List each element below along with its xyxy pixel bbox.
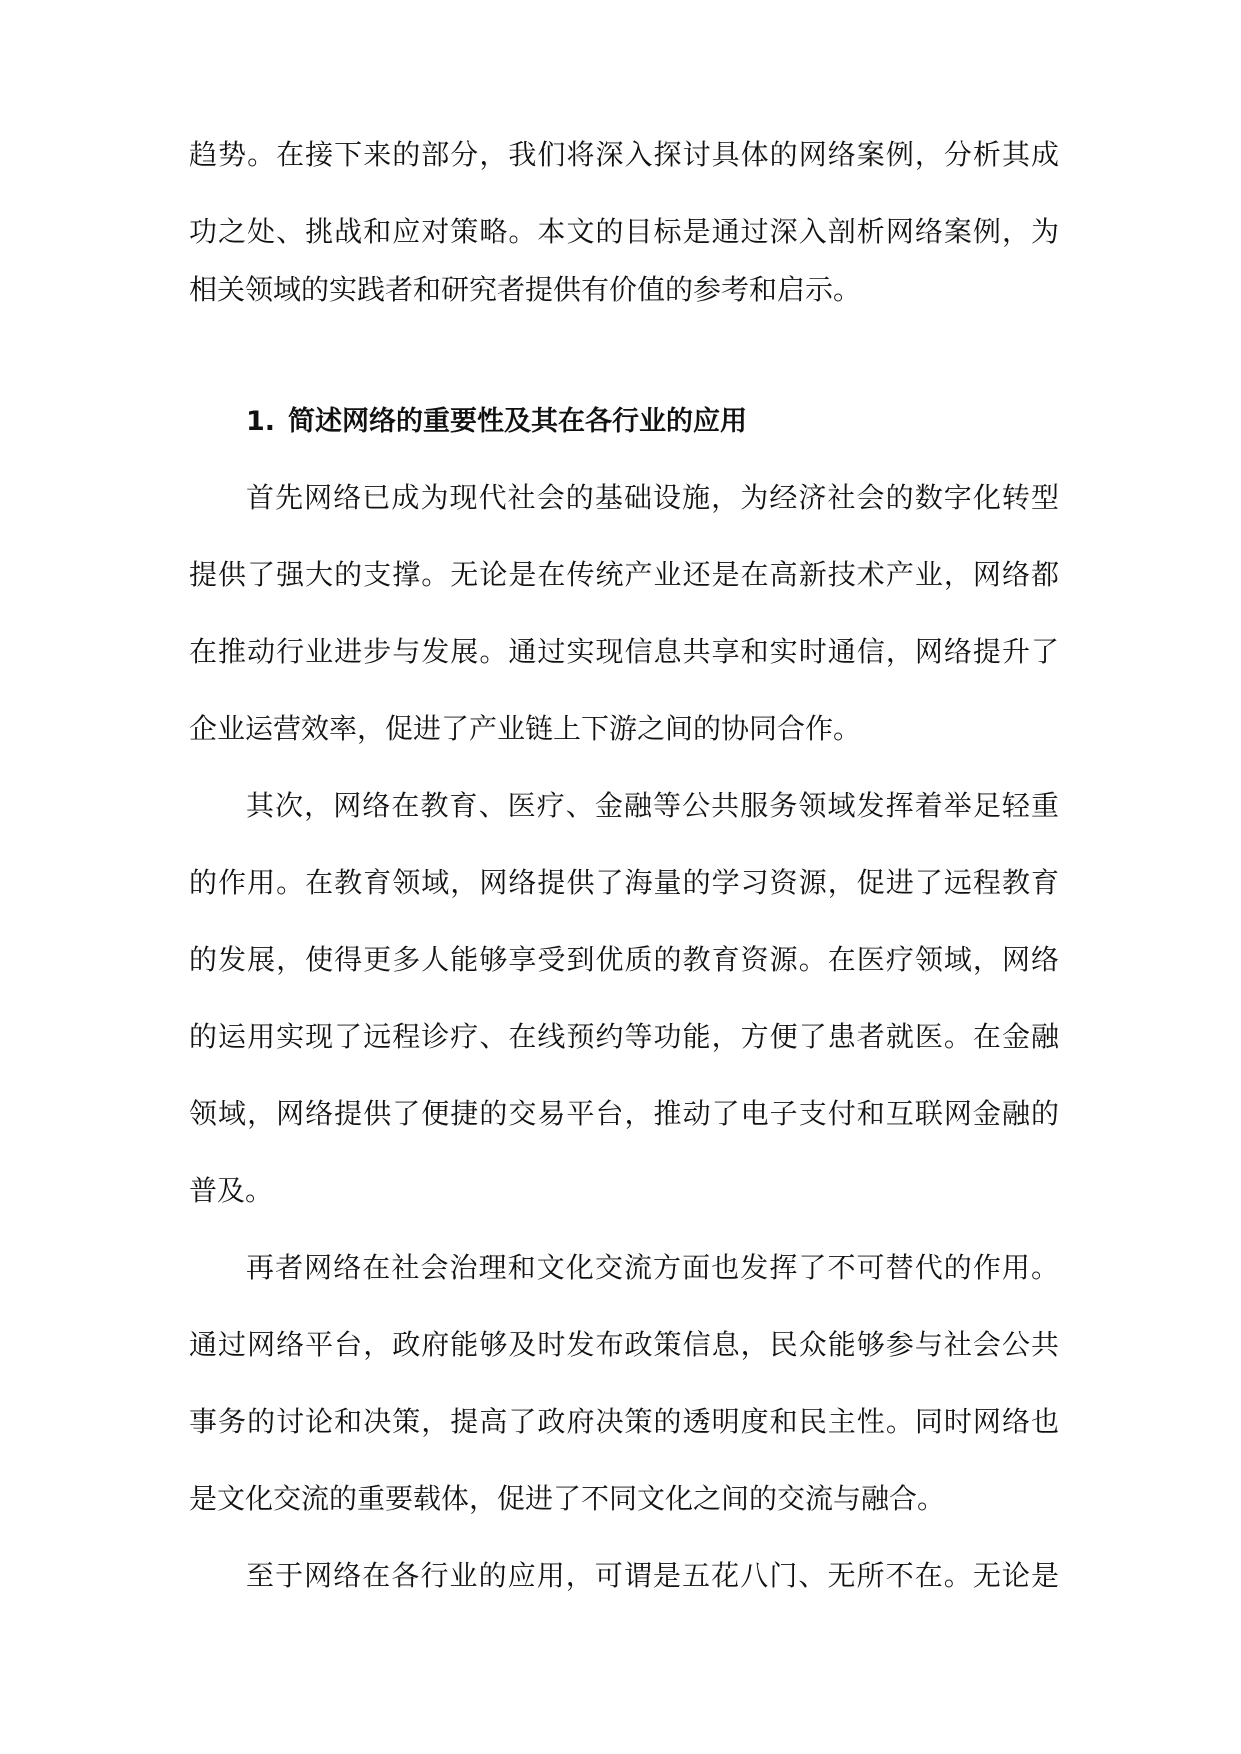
paragraph-2-line-4: 的运用实现了远程诊疗、在线预约等功能，方便了患者就医。在金融 [189, 1020, 1059, 1053]
paragraph-2-line-2: 的作用。在教育领域，网络提供了海量的学习资源，促进了远程教育 [189, 866, 1059, 899]
paragraph-1-line-3: 在推动行业进步与发展。通过实现信息共享和实时通信，网络提升了 [189, 635, 1059, 668]
paragraph-3-line-1: 再者网络在社会治理和文化交流方面也发挥了不可替代的作用。 [246, 1251, 1059, 1284]
paragraph-3-line-4: 是文化交流的重要载体，促进了不同文化之间的交流与融合。 [189, 1482, 946, 1515]
paragraph-2-line-1: 其次，网络在教育、医疗、金融等公共服务领域发挥着举足轻重 [246, 789, 1059, 822]
paragraph-2-line-6: 普及。 [189, 1174, 274, 1207]
paragraph-3-line-3: 事务的讨论和决策，提高了政府决策的透明度和民主性。同时网络也 [189, 1405, 1059, 1438]
section-number: 1. [246, 406, 276, 437]
paragraph-1-line-4: 企业运营效率，促进了产业链上下游之间的协同合作。 [189, 712, 862, 745]
intro-line-1: 趋势。在接下来的部分，我们将深入探讨具体的网络案例，分析其成 [189, 138, 1059, 171]
intro-line-3: 相关领域的实践者和研究者提供有价值的参考和启示。 [189, 273, 862, 306]
paragraph-4-line-1: 至于网络在各行业的应用，可谓是五花八门、无所不在。无论是 [246, 1559, 1059, 1592]
paragraph-2-line-5: 领域，网络提供了便捷的交易平台，推动了电子支付和互联网金融的 [189, 1097, 1059, 1130]
paragraph-2-line-3: 的发展，使得更多人能够享受到优质的教育资源。在医疗领域，网络 [189, 943, 1059, 976]
paragraph-3-line-2: 通过网络平台，政府能够及时发布政策信息，民众能够参与社会公共 [189, 1328, 1059, 1361]
section-heading [246, 402, 747, 442]
section-title: 简述网络的重要性及其在各行业的应用 [288, 406, 747, 437]
intro-line-2: 功之处、挑战和应对策略。本文的目标是通过深入剖析网络案例，为 [189, 215, 1059, 248]
paragraph-1-line-2: 提供了强大的支撑。无论是在传统产业还是在高新技术产业，网络都 [189, 558, 1059, 591]
paragraph-1-line-1: 首先网络已成为现代社会的基础设施，为经济社会的数字化转型 [246, 481, 1059, 514]
